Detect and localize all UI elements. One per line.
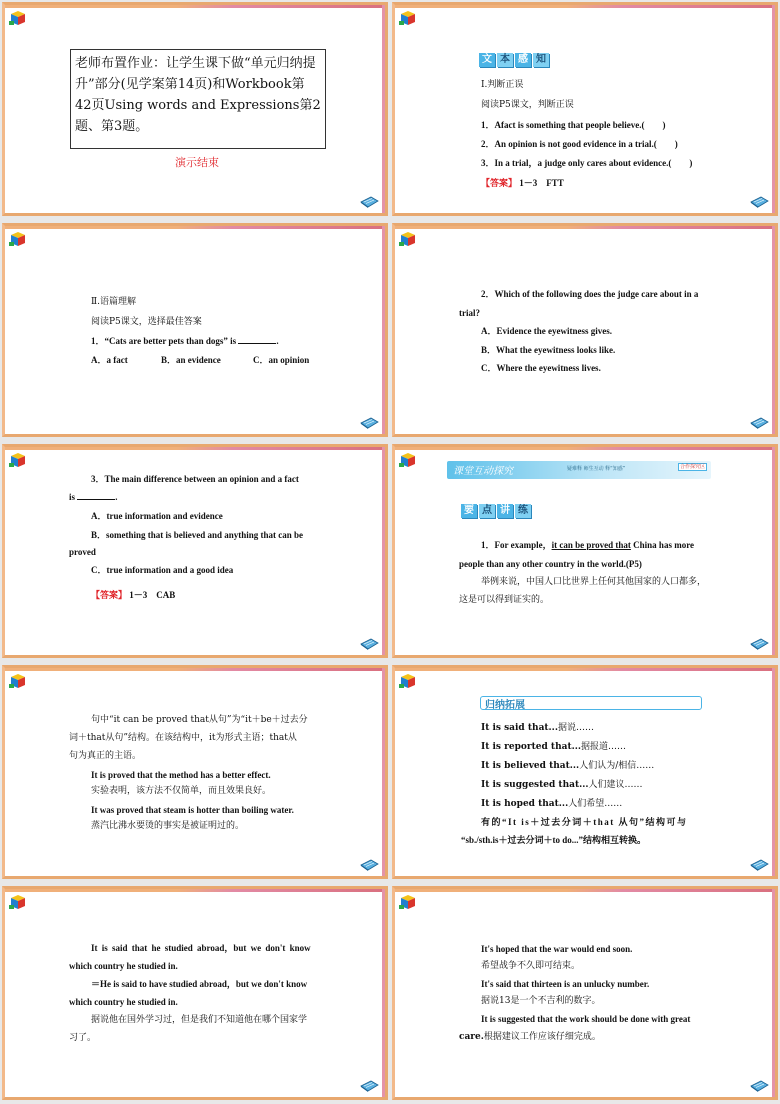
question-line-2: is . (69, 492, 118, 502)
banner-char: 练 (515, 504, 531, 518)
phrase-zh: 人们希望…… (568, 799, 623, 809)
example-line-3: ＝He is said to have studied abroad，but we don't know (91, 979, 308, 989)
book-nav-icon[interactable] (359, 196, 379, 208)
phrase-row (481, 777, 643, 793)
example-line-4: which country he studied in. (69, 997, 178, 1007)
phrase-row (481, 739, 626, 755)
example-2-translation: 据说13是一个不吉利的数字。 (481, 996, 601, 1006)
cube-logo-icon (9, 672, 27, 690)
option-b: B．What the eyewitness looks like. (481, 345, 616, 355)
question-line-1: 2．Which of the following does the judge care about in a (481, 289, 699, 299)
phrase-en: It is believed that... (481, 761, 580, 771)
phrase-zh: 据说…… (557, 723, 594, 733)
question-item: 3．In a trial，a judge only cares about evidence.( ) (481, 158, 693, 168)
section-title: Ⅱ.语篇理解 (91, 297, 136, 307)
question-line-2: trial? (459, 308, 480, 318)
blank (238, 335, 276, 344)
book-nav-icon[interactable] (359, 638, 379, 650)
book-nav-icon[interactable] (749, 1080, 769, 1092)
example-3-translation: 根据建议工作应该仔细完成。 (483, 1032, 601, 1042)
example-line-1: It is said that he studied abroad，but we don't know (91, 943, 311, 953)
phrase-en: It is said that... (481, 723, 558, 733)
book-nav-icon[interactable] (749, 196, 769, 208)
phrase-zh: 据报道…… (581, 742, 627, 752)
key-phrase: it can be proved that (551, 540, 631, 550)
blank (77, 491, 115, 500)
option-b: B．something that is believed and anything that can be (91, 530, 304, 540)
phrase-row (481, 796, 622, 812)
banner-char: 要 (461, 504, 477, 518)
option-a: A．true information and evidence (91, 511, 223, 521)
example-prefix: 1．For example， (481, 540, 552, 550)
example-rest: China has more (630, 540, 695, 550)
book-nav-icon[interactable] (359, 1080, 379, 1092)
header-title: 课堂互动探究 (453, 466, 513, 477)
note-line-2: “sb./sth.is＋过去分词＋to do...”结构相互转换。 (461, 835, 647, 845)
option-c: C．true information and a good idea (91, 565, 234, 575)
option-a: A．Evidence the eyewitness gives. (481, 326, 612, 336)
cube-logo-icon (9, 451, 27, 469)
phrase-zh: 人们认为/相信…… (579, 761, 655, 771)
section-title: Ⅰ.判断正误 (481, 80, 524, 90)
option-c: C．an opinion (253, 355, 310, 365)
slide-2[interactable] (392, 2, 778, 216)
header-bar (447, 461, 711, 479)
example-1: It's hoped that the war would end soon. (481, 944, 633, 954)
explain-line-2: 词＋that从句”结构。在该结构中，it为形式主语；that从 (69, 733, 297, 743)
banner-char: 知 (533, 53, 549, 67)
example-line-1 (481, 537, 694, 553)
cube-logo-icon (399, 9, 417, 27)
example-3: It is suggested that the work should be done with great (481, 1014, 691, 1024)
banner-char: 文 (479, 53, 495, 67)
translation-line-2: 这是可以得到证实的。 (459, 595, 550, 605)
answer-value: 1－3 FTT (519, 178, 564, 188)
cube-logo-icon (9, 9, 27, 27)
book-nav-icon[interactable] (749, 638, 769, 650)
phrase-en: It is hoped that... (481, 799, 569, 809)
slide-8[interactable] (392, 665, 778, 879)
header-tag: 合作探究区 (679, 464, 705, 470)
cube-logo-icon (9, 230, 27, 248)
cube-logo-icon (399, 672, 417, 690)
homework-box: 老师布置作业：让学生课下做“单元归纳提升”部分(见学案第14页)和Workbook第42页Using words and Expressions第2题、第3题。 (70, 49, 326, 149)
summary-title: 归纳拓展 (485, 700, 525, 711)
section-banner (461, 504, 531, 518)
option-b-cont: proved (69, 547, 96, 557)
example-line-2: which country he studied in. (69, 961, 178, 971)
example-2: It was proved that steam is hotter than boiling water. (91, 805, 294, 815)
example-1-translation: 实验表明，该方法不仅简单，而且效果良好。 (91, 786, 272, 796)
option-b: B．an evidence (161, 355, 221, 365)
question-item: 2．An opinion is not good evidence in a trial.( ) (481, 139, 678, 149)
option-a: A．a fact (91, 355, 128, 365)
end-label: 演示结束 (175, 156, 219, 169)
banner-char: 讲 (497, 504, 513, 518)
question-text: is (69, 492, 76, 502)
example-2-translation: 蒸汽比沸水要烫的事实是被证明过的。 (91, 821, 245, 831)
instruction: 阅读P5课文，选择最佳答案 (91, 317, 202, 327)
slide-10[interactable] (392, 886, 778, 1100)
example-2: It's said that thirteen is an unlucky number. (481, 979, 650, 989)
example-1-translation: 希望战争不久即可结束。 (481, 961, 581, 971)
banner-char: 本 (497, 53, 513, 67)
question-text: 1．“Cats are better pets than dogs” is (91, 336, 237, 346)
answer-line (91, 587, 175, 603)
phrase-en: It is reported that... (481, 742, 582, 752)
slide-4[interactable] (392, 223, 778, 437)
cube-logo-icon (399, 451, 417, 469)
slide-1[interactable] (2, 2, 388, 216)
answer-value: 1－3 CAB (129, 590, 176, 600)
example-3-end: care. (459, 1032, 484, 1042)
section-banner (479, 53, 549, 67)
banner-char: 点 (479, 504, 495, 518)
summary-header (480, 696, 702, 710)
slide-5[interactable] (2, 444, 388, 658)
phrase-zh: 人们建议…… (588, 780, 643, 790)
translation-line-2: 习了。 (69, 1033, 97, 1043)
answer-tag: 【答案】 (91, 590, 128, 600)
option-c: C．Where the eyewitness lives. (481, 363, 601, 373)
book-nav-icon[interactable] (359, 859, 379, 871)
explain-line-1: 句中“it can be proved that从句”为“it＋be＋过去分 (91, 715, 308, 725)
header-subtitle: 疑难释 师生互动 释“知惑” (567, 466, 626, 472)
slide-7[interactable] (2, 665, 388, 879)
explain-line-3: 句为真正的主语。 (69, 751, 142, 761)
translation-line-1: 举例来说，中国人口比世界上任何其他国家的人口都多， (481, 577, 707, 587)
question: 1．“Cats are better pets than dogs” is . (91, 336, 279, 346)
instruction: 阅读P5课文，判断正误 (481, 100, 574, 110)
cube-logo-icon (9, 893, 27, 911)
book-nav-icon[interactable] (749, 859, 769, 871)
example-line-2: people than any other country in the world.(P5) (459, 559, 642, 569)
question-item: 1．Afact is something that people believe.( ) (481, 120, 666, 130)
slide-3[interactable] (2, 223, 388, 437)
phrase-row (481, 720, 594, 736)
cube-logo-icon (399, 893, 417, 911)
answer-tag: 【答案】 (481, 178, 518, 188)
example-3-cont (459, 1029, 601, 1045)
example-1: It is proved that the method has a better effect. (91, 770, 271, 780)
slide-9[interactable] (2, 886, 388, 1100)
banner-char: 感 (515, 53, 531, 67)
phrase-row (481, 758, 654, 774)
cube-logo-icon (399, 230, 417, 248)
phrase-en: It is suggested that... (481, 780, 589, 790)
note-line-1: 有的“It is＋过去分词＋that 从句”结构可与 (481, 817, 688, 827)
book-nav-icon[interactable] (749, 417, 769, 429)
book-nav-icon[interactable] (359, 417, 379, 429)
slide-6[interactable] (392, 444, 778, 658)
answer-line (481, 175, 564, 191)
translation-line-1: 据说他在国外学习过，但是我们不知道他在哪个国家学 (91, 1015, 308, 1025)
question-line-1: 3．The main difference between an opinion and a fact (91, 474, 299, 484)
